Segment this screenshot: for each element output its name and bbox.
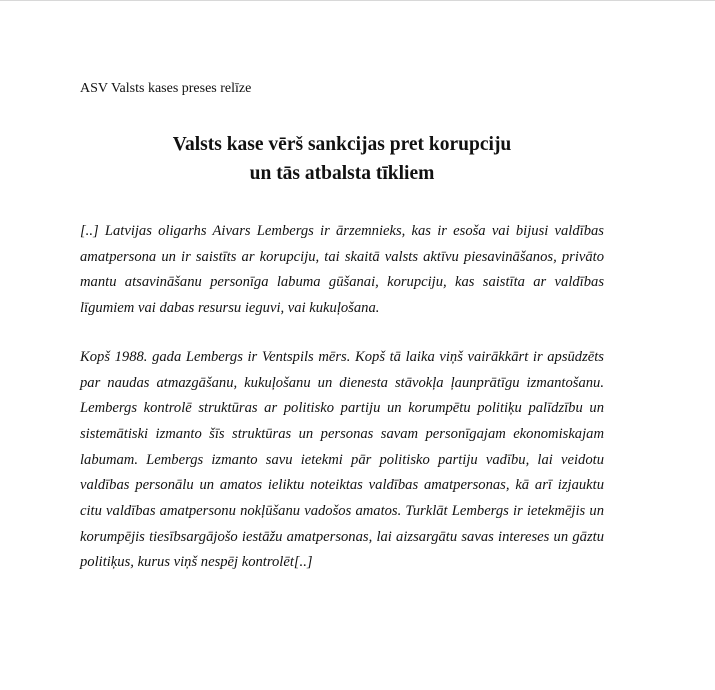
source-line: ASV Valsts kases preses relīze	[80, 81, 252, 96]
title-line-2: un tās atbalsta tīkliem	[249, 163, 435, 184]
paragraph-1: [..] Latvijas oligarhs Aivars Lembergs ir ārzemnieks, kas ir esoša vai bijusi valdības amatpersona un ir saistīts ar korupciju, tai skaitā valsts aktīvu piesavināšanos, privāto mantu atsavināšanu personīga labuma gūšanai, korupciju, kas saistīta ar valdības līgumiem vai dabas resursu ieguvi, vai kukuļošana.	[80, 223, 604, 317]
top-divider	[0, 0, 715, 1]
page-title	[80, 130, 604, 188]
title-line-1: Valsts kase vērš sankcijas pret korupciju	[172, 134, 512, 155]
paragraph-2: Kopš 1988. gada Lembergs ir Ventspils mērs. Kopš tā laika viņš vairākkārt ir apsūdzēts par naudas atmazgāšanu, kukuļošanu un dienesta stāvokļa ļaunprātīgu izmantošanu. Lembergs kontrolē struktūras ar politisko partiju un korumpētu politiķu palīdzību un sistemātiski izmanto šīs struktūras un personas savam personīgajam ekonomiskajam labumam. Lembergs izmanto savu ietekmi pār politisko partiju vadību, lai veidotu valdības personālu un amatos ieliktu noteiktas valdības amatpersonas, kā arī izjauktu citu valdības amatpersonu nokļūšanu vadošos amatos. Turklāt Lembergs ir ietekmējis un korumpējis tiesībsargājošo iestāžu amatpersonas, lai aizsargātu savas intereses un gāztu politiķus, kurus viņš nespēj kontrolēt[..]	[80, 348, 604, 571]
document-page	[80, 80, 604, 576]
